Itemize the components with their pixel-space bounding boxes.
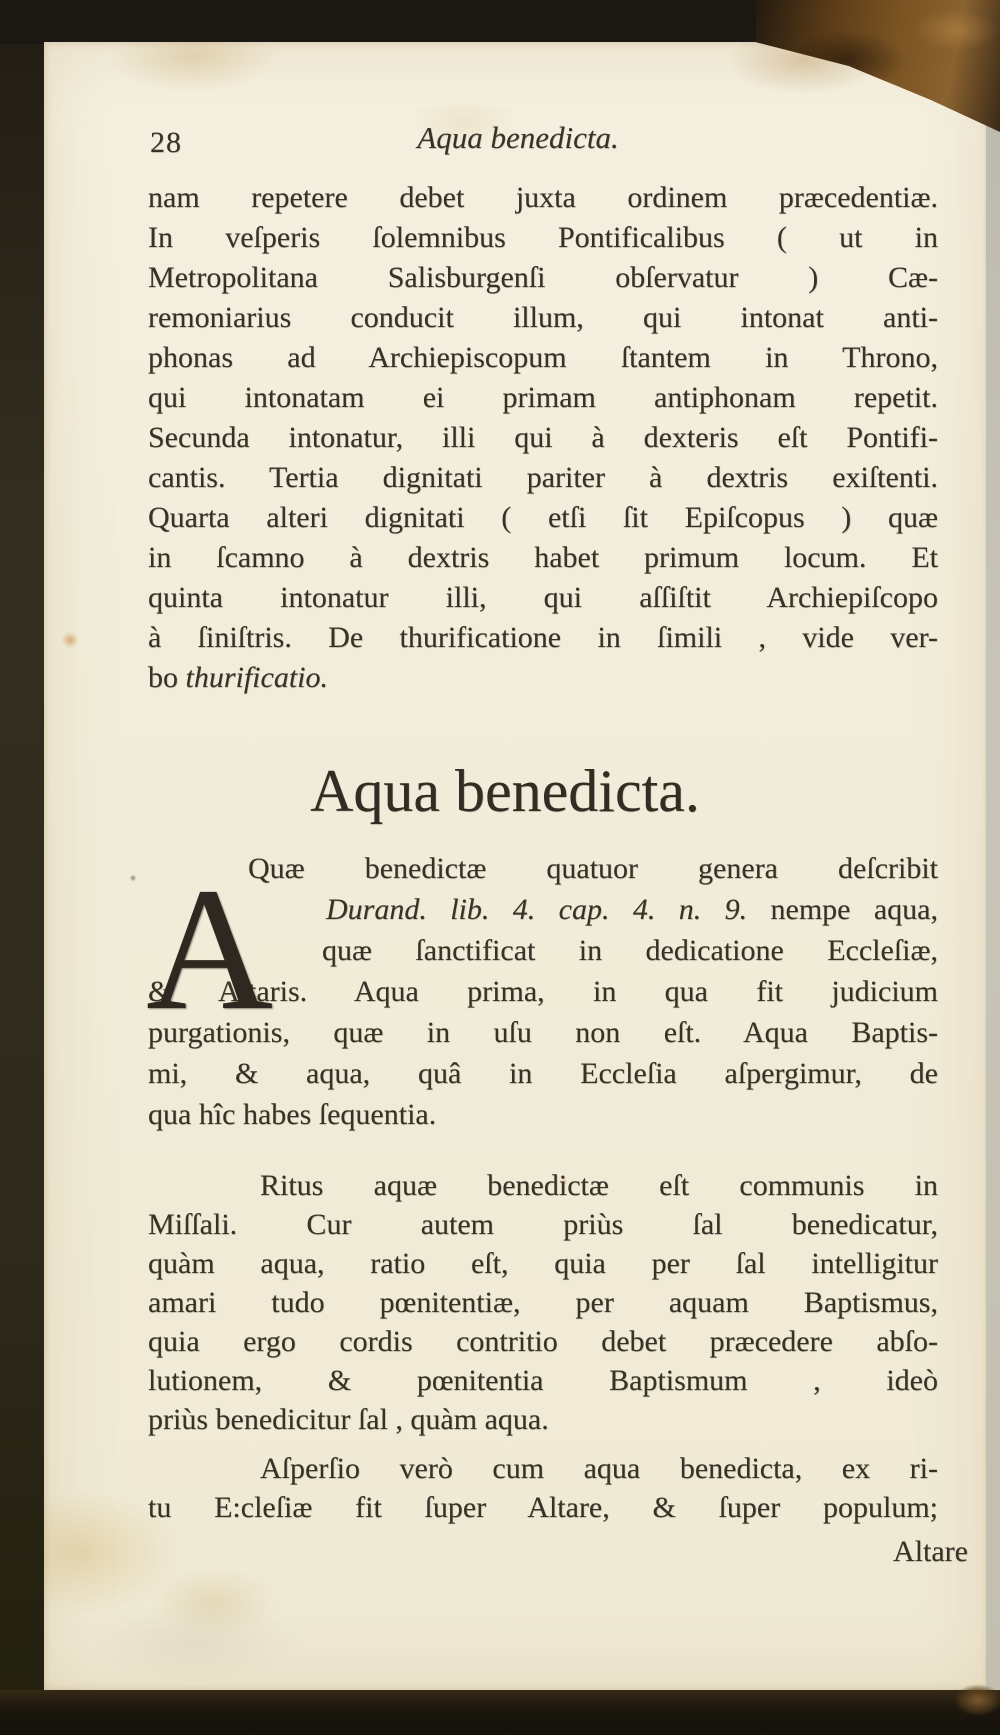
text-line: mi, & aqua, quâ in Eccleſia aſpergimur, de xyxy=(148,1057,938,1090)
text-line: tu E:cleſiæ fit ſuper Altare, & ſuper populum; xyxy=(148,1491,938,1524)
text-line: qui intonatam ei primam antiphonam repetit. xyxy=(148,381,938,414)
page-header xyxy=(148,112,938,158)
text-run: bo xyxy=(148,661,186,694)
text-line: & Altaris. Aqua prima, in qua fit judicium xyxy=(148,975,938,1008)
section-heading: Aqua benedicta. xyxy=(310,758,700,824)
text-line: lutionem, & pœnitentia Baptismum , ideò xyxy=(148,1364,938,1397)
text-line: quàm aqua, ratio eſt, quia per ſal intelligitur xyxy=(148,1247,938,1280)
text-line: quæ ſanctificat in dedicatione Eccleſiæ, xyxy=(322,934,938,967)
text-line: Quarta alteri dignitati ( etſi ſit Epiſcopus ) quæ xyxy=(148,501,938,534)
text-line: Metropolitana Salisburgenſi obſervatur ) Cæ- xyxy=(148,261,938,294)
running-title: Aqua benedicta. xyxy=(417,120,619,155)
body-paragraph-3 xyxy=(148,1449,938,1527)
body-paragraph-2 xyxy=(148,1166,938,1439)
text-line: Secunda intonatur, illi qui à dexteris eſt Pontifi- xyxy=(148,421,938,454)
text-line xyxy=(148,658,938,698)
text-line: à ſiniſtris. De thurificatione in ſimili , vide ver- xyxy=(148,621,938,654)
page-number: 28 xyxy=(150,126,182,159)
text-line: purgationis, quæ in uſu non eſt. Aqua Baptis- xyxy=(148,1016,938,1049)
text-line: priùs benedicitur ſal , quàm aqua. xyxy=(148,1403,549,1436)
text-line: remoniarius conducit illum, qui intonat anti- xyxy=(148,301,938,334)
body-paragraph-1 xyxy=(148,178,938,698)
binding-smudge xyxy=(945,1682,1000,1727)
scan-bottom-dark-band xyxy=(0,1690,1000,1735)
scan-left-dark-strip xyxy=(0,0,44,1735)
catchword: Altare xyxy=(893,1535,968,1568)
scanner-edge-strip xyxy=(986,96,1000,1696)
drop-cap-initial: A xyxy=(146,852,274,1047)
text-run-italic: thurificatio. xyxy=(185,661,328,694)
text-line: Miſſali. Cur autem priùs ſal benedicatur, xyxy=(148,1208,938,1241)
text-line: quia ergo cordis contritio debet præcedere abſo- xyxy=(148,1325,938,1358)
text-line: In veſperis ſolemnibus Pontificalibus ( ut in xyxy=(148,221,938,254)
text-line: Quæ benedictæ quatuor genera deſcribit xyxy=(248,852,938,885)
text-line: Aſperſio verò cum aqua benedicta, ex ri- xyxy=(260,1452,938,1485)
text-run: nempe aqua, xyxy=(747,893,938,926)
section-first-paragraph xyxy=(148,848,938,1135)
text-line: qua hîc habes ſequentia. xyxy=(148,1098,437,1131)
text-line: Ritus aquæ benedictæ eſt communis in xyxy=(260,1169,938,1202)
citation-italic: Durand. lib. 4. cap. 4. n. 9. xyxy=(326,893,748,926)
text-line: quinta intonatur illi, qui aſſiſtit Archiepiſcopo xyxy=(148,581,938,614)
text-line: in ſcamno à dextris habet primum locum. Et xyxy=(148,541,938,574)
text-line: phonas ad Archiepiscopum ſtantem in Throno, xyxy=(148,341,938,374)
text-line: cantis. Tertia dignitati pariter à dextris exiſtenti. xyxy=(148,461,938,494)
text-line: amari tudo pœnitentiæ, per aquam Baptismus, xyxy=(148,1286,938,1319)
text-line: nam repetere debet juxta ordinem præcedentiæ. xyxy=(148,181,938,214)
page-paper xyxy=(44,42,988,1690)
